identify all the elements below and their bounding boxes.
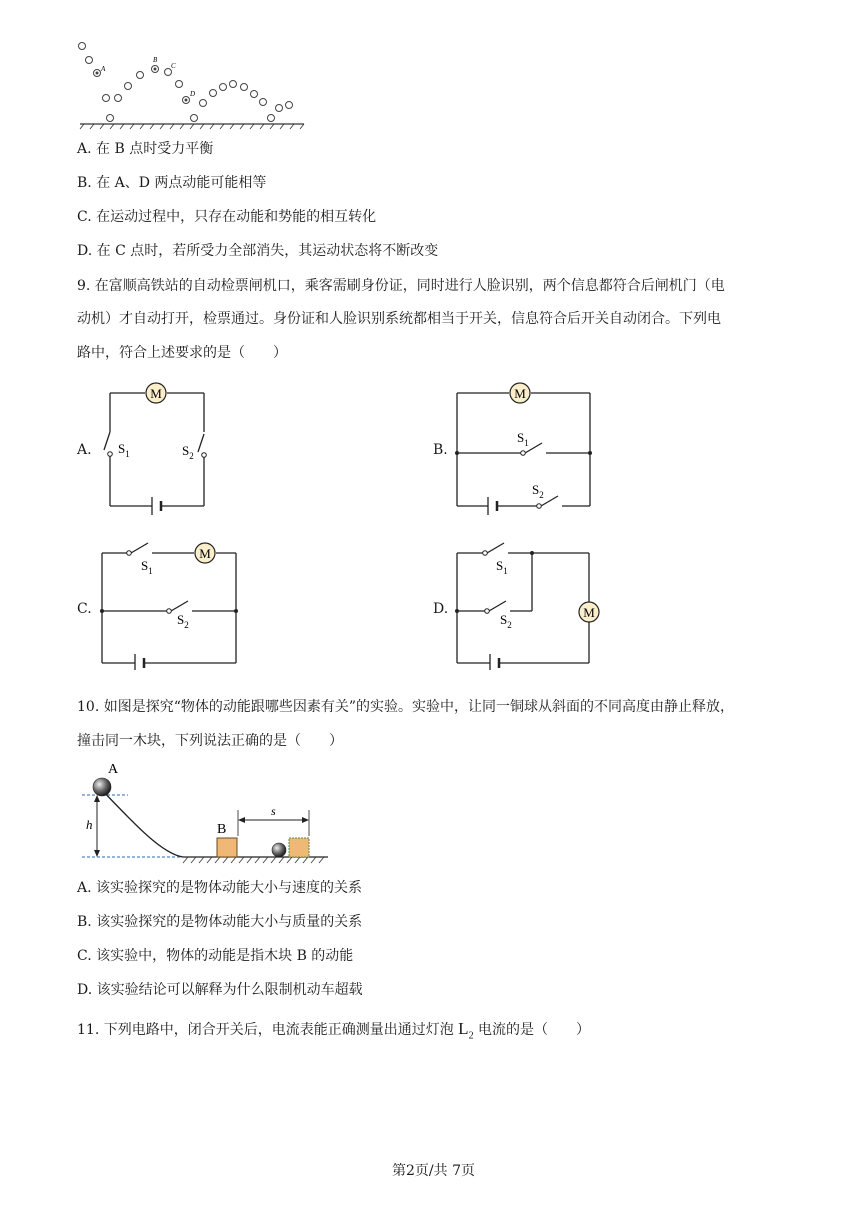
q9-stem-line-2: 动机）才自动打开，检票通过。身份证和人脸识别系统都相当于开关，信息符合后开关自动闭合。下列电 [77, 311, 721, 327]
switch-s1-label: S [517, 430, 525, 445]
distance-label: s [271, 804, 276, 818]
switch-s2-sub: 2 [507, 620, 512, 630]
q9-option-c-label[interactable]: C. [77, 601, 92, 617]
q8-option-d[interactable]: D. 在 C 点时，若所受力全部消失，其运动状态将不断改变 [77, 243, 439, 259]
point-label-a: A [101, 65, 106, 73]
q9-option-b-label[interactable]: B. [433, 442, 448, 458]
q8-option-b[interactable]: B. 在 A、D 两点动能可能相等 [77, 175, 267, 191]
switch-s2-label: S [177, 612, 185, 627]
svg-text:S1 [517, 430, 529, 448]
switch-s1-sub: 1 [503, 566, 508, 576]
q10-stem-line-1: 10. 如图是探究“物体的动能跟哪些因素有关”的实验。实验中，让同一铜球从斜面的不同高度由静止释放， [77, 699, 735, 715]
q10-option-b[interactable]: B. 该实验探究的是物体动能大小与质量的关系 [77, 914, 363, 930]
q9-stem-line-3: 路中，符合上述要求的是（ ） [77, 345, 287, 361]
circuit-c-diagram[interactable] [95, 538, 245, 670]
circuit-a-diagram[interactable] [100, 380, 215, 520]
svg-text:S2 [532, 482, 544, 500]
q10-option-d[interactable]: D. 该实验结论可以解释为什么限制机动车超载 [77, 982, 363, 998]
switch-s1-sub: 1 [148, 566, 153, 576]
svg-text:S1 [496, 558, 508, 576]
q10-option-a[interactable]: A. 该实验探究的是物体动能大小与速度的关系 [77, 880, 363, 896]
motor-label: M [199, 546, 211, 561]
point-label-b: B [153, 56, 158, 64]
svg-text:S1 [141, 558, 153, 576]
page-footer: 第2页/共 7页 [392, 1163, 475, 1179]
motor-label: M [514, 386, 526, 401]
switch-s1-label: S [118, 441, 126, 456]
svg-text:S2 [177, 612, 189, 630]
switch-s2-label: S [532, 482, 540, 497]
circuit-d-diagram[interactable] [450, 538, 605, 670]
q10-stem-line-2: 撞击同一木块，下列说法正确的是（ ） [77, 733, 343, 749]
q9-option-a-label[interactable]: A. [77, 442, 92, 458]
point-label-c: C [171, 62, 176, 70]
lamp-symbol: $L_2$ [458, 1019, 474, 1042]
motor-label: M [150, 386, 162, 401]
q11-stem-after: 电流的是（ ） [473, 1022, 591, 1038]
switch-s2-sub: 2 [539, 490, 544, 500]
switch-s1-label: S [496, 558, 504, 573]
switch-s2-sub: 2 [184, 620, 189, 630]
point-label-d: D [190, 90, 196, 98]
q8-option-c[interactable]: C. 在运动过程中，只存在动能和势能的相互转化 [77, 209, 377, 225]
q10-option-c[interactable]: C. 该实验中，物体的动能是指木块 B 的动能 [77, 948, 354, 964]
switch-s2-label: S [182, 443, 190, 458]
height-label: h [86, 817, 93, 832]
switch-s2-label: S [500, 612, 508, 627]
bouncing-ball-figure [70, 38, 315, 130]
block-label: B [217, 822, 227, 837]
ball-label: A [108, 762, 119, 777]
q8-option-a[interactable]: A. 在 B 点时受力平衡 [77, 141, 214, 157]
q11-stem-before: 11. 下列电路中，闭合开关后，电流表能正确测量出通过灯泡 [77, 1022, 459, 1038]
q11-stem [77, 1019, 590, 1046]
q9-stem-line-1: 9. 在富顺高铁站的自动检票闸机口，乘客需刷身份证，同时进行人脸识别，两个信息都符合后闸机门（电 [77, 278, 725, 294]
ramp-experiment-figure [78, 758, 334, 868]
lamp-subscript: 2 [468, 1030, 474, 1042]
switch-s1-sub: 1 [524, 438, 529, 448]
svg-text:S1 [118, 441, 130, 459]
q9-option-d-label[interactable]: D. [433, 601, 449, 617]
switch-s1-label: S [141, 558, 149, 573]
switch-s2-sub: 2 [189, 451, 194, 461]
svg-text:S2 [182, 443, 194, 461]
circuit-b-diagram[interactable] [450, 380, 600, 520]
switch-s1-sub: 1 [125, 449, 130, 459]
motor-label: M [583, 605, 595, 620]
svg-text:S2 [500, 612, 512, 630]
